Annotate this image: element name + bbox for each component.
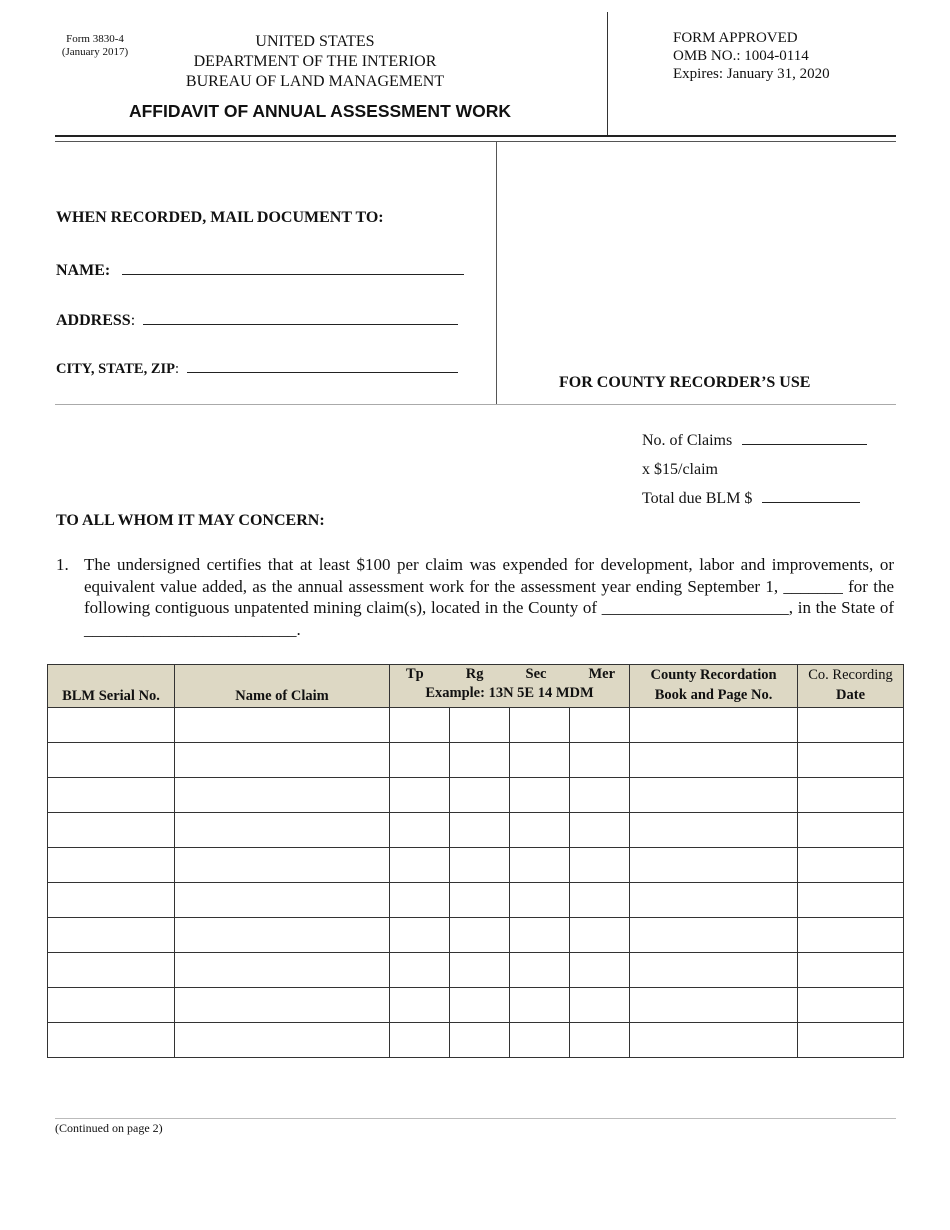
- table-row: [48, 953, 904, 988]
- claim-name-cell[interactable]: [175, 918, 390, 953]
- recording-date-cell[interactable]: [798, 918, 904, 953]
- tp-cell[interactable]: [390, 743, 450, 778]
- mer-cell[interactable]: [570, 953, 630, 988]
- claim-name-cell[interactable]: [175, 988, 390, 1023]
- mer-cell[interactable]: [570, 708, 630, 743]
- county-recordation-cell[interactable]: [630, 918, 798, 953]
- sec-cell[interactable]: [510, 988, 570, 1023]
- tp-cell[interactable]: [390, 778, 450, 813]
- tp-cell[interactable]: [390, 883, 450, 918]
- recording-date-cell[interactable]: [798, 813, 904, 848]
- rg-cell[interactable]: [450, 883, 510, 918]
- date-header-line-2: Date: [836, 687, 866, 703]
- claim-name-cell[interactable]: [175, 1023, 390, 1058]
- recording-date-cell[interactable]: [798, 953, 904, 988]
- name-input-line[interactable]: [122, 258, 464, 275]
- claims-count-input-line[interactable]: [742, 429, 867, 445]
- col-header-recording-date: [798, 665, 904, 708]
- table-row: [48, 708, 904, 743]
- tp-cell[interactable]: [390, 988, 450, 1023]
- recording-date-cell[interactable]: [798, 778, 904, 813]
- col-header-sec: Sec: [525, 666, 547, 682]
- mer-cell[interactable]: [570, 1023, 630, 1058]
- county-recorder-label: FOR COUNTY RECORDER’S USE: [559, 374, 811, 391]
- mer-cell[interactable]: [570, 743, 630, 778]
- header-divider-vertical: [607, 12, 608, 136]
- table-row: [48, 918, 904, 953]
- county-recordation-cell[interactable]: [630, 708, 798, 743]
- continued-note: (Continued on page 2): [55, 1121, 163, 1135]
- tp-cell[interactable]: [390, 1023, 450, 1058]
- agency-line-3: BUREAU OF LAND MANAGEMENT: [185, 73, 445, 90]
- recording-date-cell[interactable]: [798, 708, 904, 743]
- item-number: 1.: [56, 555, 69, 574]
- serial-cell[interactable]: [48, 778, 175, 813]
- sec-cell[interactable]: [510, 708, 570, 743]
- city-state-zip-field[interactable]: [56, 356, 458, 378]
- serial-cell[interactable]: [48, 848, 175, 883]
- claim-name-cell[interactable]: [175, 743, 390, 778]
- form-title: AFFIDAVIT OF ANNUAL ASSESSMENT WORK: [128, 101, 512, 121]
- serial-cell[interactable]: [48, 883, 175, 918]
- serial-cell[interactable]: [48, 953, 175, 988]
- serial-cell[interactable]: [48, 988, 175, 1023]
- address-input-line[interactable]: [143, 308, 458, 325]
- col-header-serial: BLM Serial No.: [48, 665, 175, 708]
- county-recordation-cell[interactable]: [630, 988, 798, 1023]
- table-row: [48, 1023, 904, 1058]
- col-header-rg: Rg: [465, 666, 484, 682]
- recorder-divider-vertical: [496, 141, 497, 405]
- claim-name-cell[interactable]: [175, 848, 390, 883]
- address-field[interactable]: [56, 308, 458, 330]
- claim-name-cell[interactable]: [175, 883, 390, 918]
- table-row: [48, 778, 904, 813]
- mail-to-heading: WHEN RECORDED, MAIL DOCUMENT TO:: [56, 209, 384, 226]
- agency-block: [160, 32, 470, 92]
- table-row: [48, 848, 904, 883]
- serial-cell[interactable]: [48, 918, 175, 953]
- city-colon: :: [175, 361, 180, 377]
- recorder-section-rule: [55, 404, 896, 405]
- mer-cell[interactable]: [570, 848, 630, 883]
- claims-table: [47, 664, 904, 1058]
- tp-cell[interactable]: [390, 708, 450, 743]
- address-colon: :: [130, 312, 136, 329]
- city-state-zip-label: CITY, STATE, ZIP: [56, 361, 175, 377]
- fee-calculation: [642, 426, 867, 513]
- col-header-name: Name of Claim: [175, 665, 390, 708]
- total-due-input-line[interactable]: [762, 487, 860, 503]
- county-header-line-1: County Recordation: [650, 667, 777, 683]
- claim-name-cell[interactable]: [175, 813, 390, 848]
- form-number: Form 3830-4: [66, 33, 124, 45]
- agency-line-1: UNITED STATES: [255, 33, 375, 50]
- approval-line-1: FORM APPROVED: [673, 30, 798, 46]
- tp-cell[interactable]: [390, 918, 450, 953]
- rg-cell[interactable]: [450, 778, 510, 813]
- total-due-label: Total due BLM $: [642, 490, 753, 507]
- table-row: [48, 988, 904, 1023]
- rg-cell[interactable]: [450, 813, 510, 848]
- col-header-location: [390, 665, 630, 708]
- sec-cell[interactable]: [510, 883, 570, 918]
- form-date: (January 2017): [61, 46, 129, 58]
- rg-cell[interactable]: [450, 1023, 510, 1058]
- recording-date-cell[interactable]: [798, 743, 904, 778]
- salutation: TO ALL WHOM IT MAY CONCERN:: [56, 512, 325, 529]
- certification-paragraph: The undersigned certifies that at least $100 per claim was expended for development, labor and improvements, or equivalent value added, as the annual assessment work for the assessment year ending September 1, _______ for the following contiguous unpatented mining claim(s), located in the County of ______________________, in the State of _________________________.: [84, 555, 894, 639]
- address-label: ADDRESS: [56, 312, 131, 329]
- sec-cell[interactable]: [510, 813, 570, 848]
- mer-cell[interactable]: [570, 988, 630, 1023]
- form-identifier: [55, 33, 135, 59]
- rg-cell[interactable]: [450, 953, 510, 988]
- tp-cell[interactable]: [390, 953, 450, 988]
- name-field[interactable]: [56, 258, 464, 280]
- rg-cell[interactable]: [450, 743, 510, 778]
- total-due-row[interactable]: [642, 484, 867, 513]
- city-state-zip-input-line[interactable]: [187, 356, 458, 373]
- claim-name-cell[interactable]: [175, 953, 390, 988]
- header-rule-thick: [55, 135, 896, 137]
- county-recordation-cell[interactable]: [630, 813, 798, 848]
- claim-name-cell[interactable]: [175, 778, 390, 813]
- table-row: [48, 883, 904, 918]
- col-header-mer: Mer: [588, 666, 616, 682]
- serial-cell[interactable]: [48, 1023, 175, 1058]
- sec-cell[interactable]: [510, 918, 570, 953]
- recording-date-cell[interactable]: [798, 988, 904, 1023]
- sec-cell[interactable]: [510, 848, 570, 883]
- county-header-line-2: Book and Page No.: [654, 687, 773, 703]
- mer-cell[interactable]: [570, 813, 630, 848]
- sec-cell[interactable]: [510, 953, 570, 988]
- sec-cell[interactable]: [510, 1023, 570, 1058]
- rg-cell[interactable]: [450, 918, 510, 953]
- recording-date-cell[interactable]: [798, 883, 904, 918]
- county-recordation-cell[interactable]: [630, 953, 798, 988]
- rate-label: x $15/claim: [642, 461, 718, 478]
- approval-line-3: Expires: January 31, 2020: [673, 66, 830, 82]
- claim-name-cell[interactable]: [175, 708, 390, 743]
- county-recordation-cell[interactable]: [630, 848, 798, 883]
- claims-count-row[interactable]: [642, 426, 867, 455]
- rg-cell[interactable]: [450, 988, 510, 1023]
- claims-count-label: No. of Claims: [642, 432, 733, 449]
- col-header-tp: Tp: [406, 666, 424, 682]
- mer-cell[interactable]: [570, 918, 630, 953]
- rg-cell[interactable]: [450, 708, 510, 743]
- location-example: Example: 13N 5E 14 MDM: [425, 685, 594, 701]
- recording-date-cell[interactable]: [798, 1023, 904, 1058]
- county-recordation-cell[interactable]: [630, 778, 798, 813]
- agency-line-2: DEPARTMENT OF THE INTERIOR: [193, 53, 437, 70]
- recording-date-cell[interactable]: [798, 848, 904, 883]
- serial-cell[interactable]: [48, 813, 175, 848]
- omb-approval-block: [673, 29, 830, 83]
- table-row: [48, 813, 904, 848]
- tp-cell[interactable]: [390, 813, 450, 848]
- tp-cell[interactable]: [390, 848, 450, 883]
- mer-cell[interactable]: [570, 883, 630, 918]
- county-recordation-cell[interactable]: [630, 883, 798, 918]
- county-recordation-cell[interactable]: [630, 743, 798, 778]
- county-recordation-cell[interactable]: [630, 1023, 798, 1058]
- serial-cell[interactable]: [48, 708, 175, 743]
- sec-cell[interactable]: [510, 778, 570, 813]
- date-header-line-1: Co. Recording: [808, 667, 893, 683]
- header-rule-thin: [55, 141, 896, 142]
- footer-rule: [55, 1118, 896, 1119]
- serial-cell[interactable]: [48, 743, 175, 778]
- table-row: [48, 743, 904, 778]
- approval-line-2: OMB NO.: 1004-0114: [673, 48, 809, 64]
- sec-cell[interactable]: [510, 743, 570, 778]
- rg-cell[interactable]: [450, 848, 510, 883]
- mer-cell[interactable]: [570, 778, 630, 813]
- name-label: NAME:: [56, 262, 111, 279]
- col-header-county-recordation: [630, 665, 798, 708]
- claims-table-header: [48, 665, 904, 708]
